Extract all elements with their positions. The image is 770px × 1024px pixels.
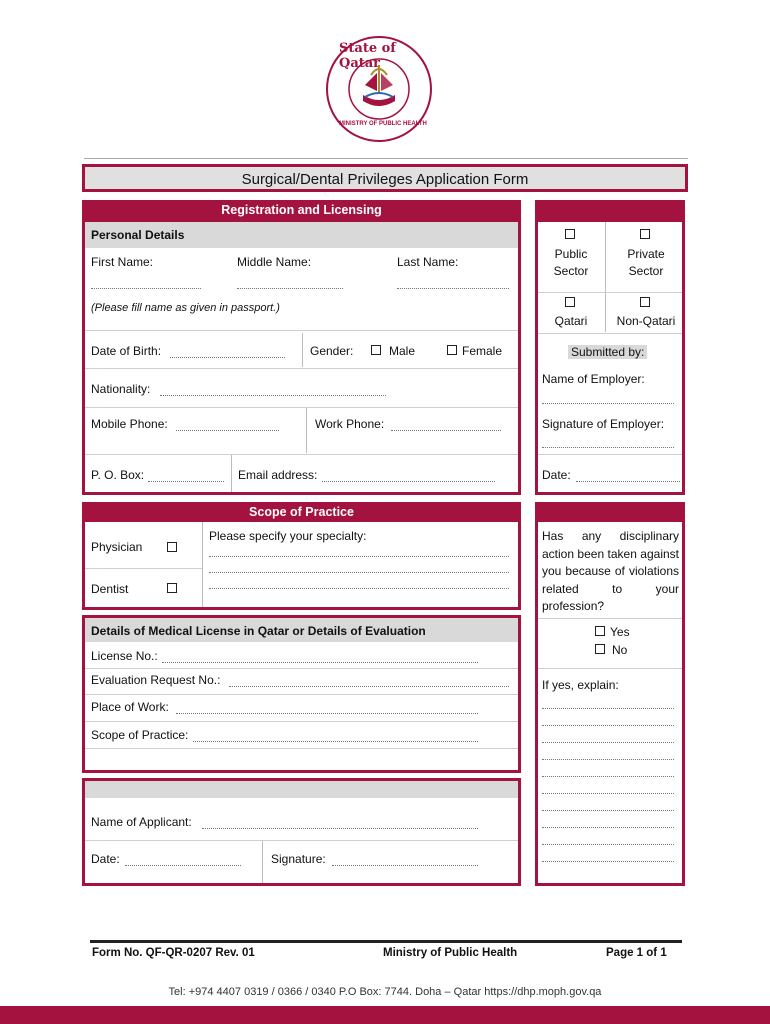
divider: [306, 408, 307, 453]
mobile-phone-field[interactable]: [176, 430, 279, 431]
applicant-name-label: Name of Applicant:: [91, 815, 192, 829]
work-phone-field[interactable]: [391, 430, 501, 431]
employer-name-label: Name of Employer:: [542, 372, 645, 386]
divider: [538, 618, 682, 619]
divider: [202, 522, 203, 607]
explain-field[interactable]: [542, 861, 674, 862]
po-box-label: P. O. Box:: [91, 468, 145, 482]
first-name-field[interactable]: [91, 288, 201, 289]
first-name-label: First Name:: [91, 255, 154, 269]
contact-line: Tel: +974 4407 0319 / 0366 / 0340 P.O Box: 7744. Doha – Qatar https://dhp.moph.gov.qa: [168, 986, 602, 998]
scope-of-practice-field[interactable]: [193, 741, 478, 742]
divider: [262, 841, 263, 883]
private-sector-label: Private Sector: [627, 247, 665, 278]
divider: [85, 368, 518, 369]
nationality-label: Nationality:: [91, 382, 151, 396]
male-label: Male: [389, 344, 416, 358]
dob-field[interactable]: [170, 357, 285, 358]
employer-date-field[interactable]: [576, 481, 680, 482]
dentist-label: Dentist: [91, 582, 129, 596]
footer-rule: [90, 940, 682, 943]
divider: [85, 721, 518, 722]
registration-section-title: Registration and Licensing: [221, 203, 382, 217]
form-number: Form No. QF-QR-0207 Rev. 01: [92, 947, 255, 959]
physician-checkbox[interactable]: [167, 542, 177, 552]
disciplinary-bar: [535, 502, 685, 522]
applicant-signature-field[interactable]: [332, 865, 478, 866]
divider: [85, 568, 202, 569]
dob-label: Date of Birth:: [91, 344, 162, 358]
applicant-signature-label: Signature:: [271, 852, 326, 866]
divider: [85, 748, 518, 749]
specialty-field[interactable]: [209, 556, 509, 557]
qatari-label: Qatari: [554, 314, 588, 328]
footer-ministry: Ministry of Public Health: [383, 947, 518, 959]
explain-field[interactable]: [542, 776, 674, 777]
ministry-logo: [325, 35, 433, 143]
explain-field[interactable]: [542, 810, 674, 811]
divider: [85, 668, 518, 669]
public-sector-checkbox[interactable]: [565, 229, 575, 239]
non-qatari-checkbox[interactable]: [640, 297, 650, 307]
female-checkbox[interactable]: [447, 345, 457, 355]
specialty-field[interactable]: [209, 588, 509, 589]
gender-label: Gender:: [310, 344, 354, 358]
private-sector-checkbox[interactable]: [640, 229, 650, 239]
yes-label: Yes: [610, 625, 630, 639]
place-of-work-label: Place of Work:: [91, 700, 169, 714]
public-sector-label: Public Sector: [553, 247, 589, 278]
divider: [605, 222, 606, 332]
evaluation-no-field[interactable]: [229, 686, 509, 687]
middle-name-field[interactable]: [237, 288, 343, 289]
divider: [85, 407, 518, 408]
specialty-field[interactable]: [209, 572, 509, 573]
explain-field[interactable]: [542, 742, 674, 743]
po-box-field[interactable]: [148, 481, 224, 482]
last-name-field[interactable]: [397, 288, 509, 289]
divider: [538, 292, 682, 293]
title-banner: [82, 164, 688, 192]
divider: [538, 454, 682, 455]
submitted-by-label: Submitted by:: [568, 345, 647, 359]
email-label: Email address:: [238, 468, 318, 482]
license-no-label: License No.:: [91, 649, 158, 663]
place-of-work-field[interactable]: [176, 713, 478, 714]
dentist-checkbox[interactable]: [167, 583, 177, 593]
employer-date-label: Date:: [542, 468, 571, 482]
male-checkbox[interactable]: [371, 345, 381, 355]
applicant-name-field[interactable]: [202, 828, 478, 829]
middle-name-label: Middle Name:: [237, 255, 312, 269]
yes-checkbox[interactable]: [595, 626, 605, 636]
applicant-date-label: Date:: [91, 852, 120, 866]
scope-of-practice-label: Scope of Practice:: [91, 728, 189, 742]
explain-field[interactable]: [542, 759, 674, 760]
divider: [538, 333, 682, 334]
if-yes-label: If yes, explain:: [542, 678, 619, 692]
license-no-field[interactable]: [162, 662, 478, 663]
divider: [302, 333, 303, 367]
top-divider: [84, 158, 688, 159]
employer-signature-field[interactable]: [542, 447, 674, 448]
divider: [85, 840, 518, 841]
explain-field[interactable]: [542, 725, 674, 726]
license-heading: Details of Medical License in Qatar or Details of Evaluation: [91, 624, 426, 638]
form-title: Surgical/Dental Privileges Application Form: [241, 171, 529, 188]
no-label: No: [612, 643, 628, 657]
work-phone-label: Work Phone:: [315, 417, 385, 431]
applicant-band: [85, 781, 518, 798]
qatari-checkbox[interactable]: [565, 297, 575, 307]
physician-label: Physician: [91, 540, 143, 554]
explain-field[interactable]: [542, 708, 674, 709]
logo-bottom-text: MINISTRY OF PUBLIC HEALTH: [339, 121, 427, 127]
page-number: Page 1 of 1: [606, 947, 667, 959]
last-name-label: Last Name:: [397, 255, 459, 269]
mobile-phone-label: Mobile Phone:: [91, 417, 168, 431]
explain-field[interactable]: [542, 844, 674, 845]
scope-section-title: Scope of Practice: [249, 505, 354, 519]
disciplinary-question: Has any disciplinary action been taken against you because of violations related to your profession?: [542, 529, 679, 613]
non-qatari-label: Non-Qatari: [616, 314, 676, 328]
employer-name-field[interactable]: [542, 403, 674, 404]
divider: [85, 694, 518, 695]
nationality-field[interactable]: [160, 395, 386, 396]
personal-details-heading: Personal Details: [91, 228, 185, 242]
divider: [85, 330, 518, 331]
applicant-date-field[interactable]: [125, 865, 241, 866]
passport-note: (Please fill name as given in passport.): [91, 302, 280, 314]
logo-top-text: State of Qatar: [339, 41, 396, 71]
employer-signature-label: Signature of Employer:: [542, 417, 665, 431]
explain-field[interactable]: [542, 793, 674, 794]
evaluation-no-label: Evaluation Request No.:: [91, 673, 221, 687]
bottom-brand-bar: [0, 1006, 770, 1024]
female-label: Female: [462, 344, 503, 358]
no-checkbox[interactable]: [595, 644, 605, 654]
explain-field[interactable]: [542, 827, 674, 828]
divider: [231, 455, 232, 492]
email-field[interactable]: [322, 481, 495, 482]
divider: [538, 668, 682, 669]
specialty-label: Please specify your specialty:: [209, 529, 367, 543]
divider: [85, 454, 518, 455]
